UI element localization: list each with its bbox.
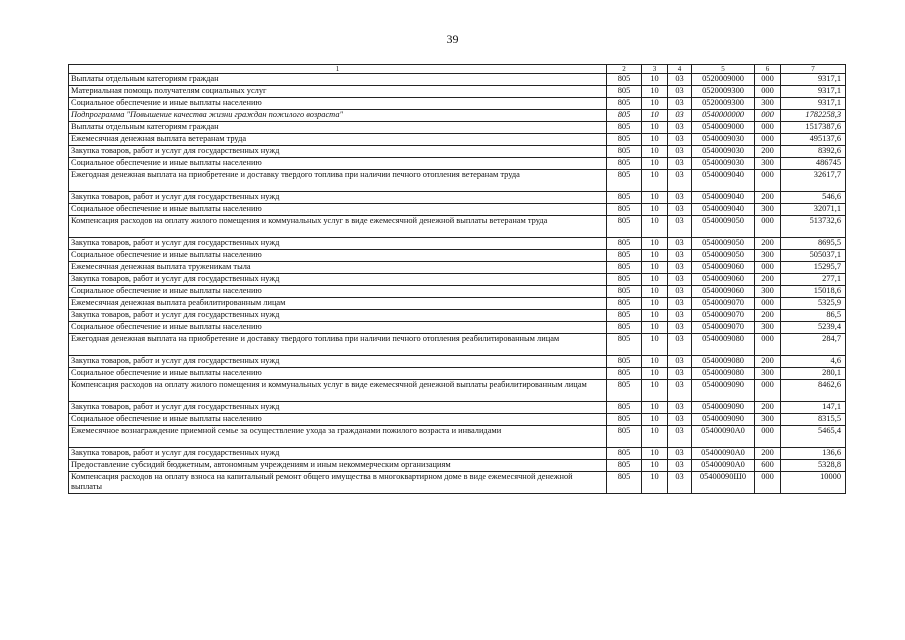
- cell-subsection: 03: [668, 380, 692, 402]
- cell-amount: 9317,1: [781, 74, 846, 86]
- cell-expense-type: 000: [755, 334, 781, 356]
- table-row: [69, 86, 846, 98]
- cell-subsection: 03: [668, 170, 692, 192]
- cell-expense-type: 000: [755, 298, 781, 310]
- cell-amount: 284,7: [781, 334, 846, 356]
- row-name: Материальная помощь получателям социальных услуг: [69, 86, 607, 98]
- cell-target-article: 0540009030: [692, 146, 755, 158]
- cell-amount: 8695,5: [781, 238, 846, 250]
- cell-expense-type: 200: [755, 146, 781, 158]
- row-name: Закупка товаров, работ и услуг для государственных нужд: [69, 192, 607, 204]
- table-row: [69, 472, 846, 494]
- cell-ved: 805: [607, 448, 642, 460]
- cell-expense-type: 300: [755, 204, 781, 216]
- cell-ved: 805: [607, 216, 642, 238]
- cell-section: 10: [642, 402, 668, 414]
- row-name: Социальное обеспечение и иные выплаты населению: [69, 98, 607, 110]
- table-row: [69, 448, 846, 460]
- cell-expense-type: 000: [755, 472, 781, 494]
- cell-subsection: 03: [668, 414, 692, 426]
- cell-subsection: 03: [668, 262, 692, 274]
- cell-amount: 486745: [781, 158, 846, 170]
- header-cell: 5: [692, 65, 755, 74]
- cell-ved: 805: [607, 472, 642, 494]
- row-name: Ежемесячная денежная выплата реабилитированным лицам: [69, 298, 607, 310]
- cell-amount: 1782258,3: [781, 110, 846, 122]
- cell-amount: 8392,6: [781, 146, 846, 158]
- row-name: Закупка товаров, работ и услуг для государственных нужд: [69, 238, 607, 250]
- cell-ved: 805: [607, 298, 642, 310]
- cell-ved: 805: [607, 322, 642, 334]
- header-cell: 3: [642, 65, 668, 74]
- table-row: [69, 426, 846, 448]
- cell-ved: 805: [607, 334, 642, 356]
- cell-ved: 805: [607, 250, 642, 262]
- cell-amount: 277,1: [781, 274, 846, 286]
- cell-section: 10: [642, 460, 668, 472]
- row-name: Социальное обеспечение и иные выплаты населению: [69, 250, 607, 262]
- table-row: [69, 368, 846, 380]
- cell-expense-type: 000: [755, 262, 781, 274]
- cell-section: 10: [642, 356, 668, 368]
- cell-subsection: 03: [668, 310, 692, 322]
- cell-section: 10: [642, 298, 668, 310]
- cell-target-article: 0540009040: [692, 170, 755, 192]
- row-name: Компенсация расходов на оплату жилого помещения и коммунальных услуг в виде ежемесячной денежной выплаты реабилитированным лицам: [69, 380, 607, 402]
- table-row: [69, 310, 846, 322]
- row-name: Закупка товаров, работ и услуг для государственных нужд: [69, 402, 607, 414]
- cell-section: 10: [642, 368, 668, 380]
- cell-expense-type: 300: [755, 322, 781, 334]
- header-cell: 7: [781, 65, 846, 74]
- cell-section: 10: [642, 250, 668, 262]
- row-name: Социальное обеспечение и иные выплаты населению: [69, 204, 607, 216]
- header-cell: 1: [69, 65, 607, 74]
- cell-target-article: 05400090А0: [692, 426, 755, 448]
- cell-target-article: 0540009050: [692, 250, 755, 262]
- cell-target-article: 05400090А0: [692, 448, 755, 460]
- cell-amount: 546,6: [781, 192, 846, 204]
- cell-amount: 1517387,6: [781, 122, 846, 134]
- table-row: [69, 204, 846, 216]
- row-name: Ежегодная денежная выплата на приобретение и доставку твердого топлива при наличии печного отопления реабилитированным лицам: [69, 334, 607, 356]
- cell-subsection: 03: [668, 134, 692, 146]
- cell-section: 10: [642, 86, 668, 98]
- cell-amount: 280,1: [781, 368, 846, 380]
- cell-amount: 495137,6: [781, 134, 846, 146]
- cell-ved: 805: [607, 356, 642, 368]
- table-row: [69, 192, 846, 204]
- cell-section: 10: [642, 334, 668, 356]
- cell-ved: 805: [607, 286, 642, 298]
- cell-subsection: 03: [668, 334, 692, 356]
- cell-ved: 805: [607, 310, 642, 322]
- cell-target-article: 0540009070: [692, 322, 755, 334]
- cell-ved: 805: [607, 170, 642, 192]
- cell-expense-type: 000: [755, 134, 781, 146]
- cell-target-article: 0540009090: [692, 402, 755, 414]
- cell-subsection: 03: [668, 322, 692, 334]
- cell-amount: 513732,6: [781, 216, 846, 238]
- cell-subsection: 03: [668, 402, 692, 414]
- cell-expense-type: 300: [755, 286, 781, 298]
- cell-section: 10: [642, 274, 668, 286]
- table-row: [69, 334, 846, 356]
- cell-subsection: 03: [668, 122, 692, 134]
- cell-section: 10: [642, 216, 668, 238]
- cell-ved: 805: [607, 380, 642, 402]
- row-name: Социальное обеспечение и иные выплаты населению: [69, 286, 607, 298]
- cell-subsection: 03: [668, 368, 692, 380]
- cell-amount: 10000: [781, 472, 846, 494]
- cell-expense-type: 000: [755, 380, 781, 402]
- cell-amount: 9317,1: [781, 98, 846, 110]
- table-row: [69, 98, 846, 110]
- cell-ved: 805: [607, 238, 642, 250]
- row-name: Подпрограмма "Повышение качества жизни граждан пожилого возраста": [69, 110, 607, 122]
- table-row: [69, 170, 846, 192]
- cell-target-article: 0540009080: [692, 334, 755, 356]
- row-name: Закупка товаров, работ и услуг для государственных нужд: [69, 448, 607, 460]
- cell-expense-type: 200: [755, 238, 781, 250]
- row-name: Ежемесячное вознаграждение приемной семье за осуществление ухода за гражданами пожилого возраста и инвалидами: [69, 426, 607, 448]
- cell-target-article: 0540009090: [692, 380, 755, 402]
- cell-section: 10: [642, 414, 668, 426]
- cell-ved: 805: [607, 262, 642, 274]
- cell-amount: 147,1: [781, 402, 846, 414]
- cell-expense-type: 000: [755, 86, 781, 98]
- cell-subsection: 03: [668, 74, 692, 86]
- cell-expense-type: 000: [755, 122, 781, 134]
- table-row: [69, 298, 846, 310]
- row-name: Ежемесячная денежная выплата труженикам тыла: [69, 262, 607, 274]
- cell-expense-type: 000: [755, 170, 781, 192]
- cell-expense-type: 300: [755, 414, 781, 426]
- cell-subsection: 03: [668, 238, 692, 250]
- cell-section: 10: [642, 122, 668, 134]
- cell-ved: 805: [607, 134, 642, 146]
- cell-target-article: 0540009060: [692, 286, 755, 298]
- cell-subsection: 03: [668, 472, 692, 494]
- row-name: Закупка товаров, работ и услуг для государственных нужд: [69, 310, 607, 322]
- cell-target-article: 0540009070: [692, 298, 755, 310]
- cell-ved: 805: [607, 402, 642, 414]
- cell-ved: 805: [607, 98, 642, 110]
- table-row: [69, 380, 846, 402]
- cell-amount: 32617,7: [781, 170, 846, 192]
- cell-target-article: 0540009060: [692, 274, 755, 286]
- cell-amount: 9317,1: [781, 86, 846, 98]
- cell-ved: 805: [607, 74, 642, 86]
- cell-expense-type: 000: [755, 426, 781, 448]
- cell-subsection: 03: [668, 192, 692, 204]
- cell-section: 10: [642, 192, 668, 204]
- table-row: [69, 110, 846, 122]
- cell-expense-type: 200: [755, 356, 781, 368]
- cell-subsection: 03: [668, 110, 692, 122]
- cell-section: 10: [642, 146, 668, 158]
- cell-expense-type: 000: [755, 110, 781, 122]
- table-row: [69, 158, 846, 170]
- cell-section: 10: [642, 380, 668, 402]
- cell-ved: 805: [607, 110, 642, 122]
- row-name: Ежемесячная денежная выплата ветеранам труда: [69, 134, 607, 146]
- cell-subsection: 03: [668, 356, 692, 368]
- cell-expense-type: 200: [755, 402, 781, 414]
- cell-amount: 4,6: [781, 356, 846, 368]
- cell-target-article: 0520009000: [692, 74, 755, 86]
- cell-subsection: 03: [668, 286, 692, 298]
- cell-expense-type: 200: [755, 274, 781, 286]
- cell-section: 10: [642, 322, 668, 334]
- cell-amount: 5465,4: [781, 426, 846, 448]
- row-name: Компенсация расходов на оплату взноса на капитальный ремонт общего имущества в многоквартирном доме в виде ежемесячной денежной выплаты: [69, 472, 607, 494]
- cell-section: 10: [642, 238, 668, 250]
- cell-target-article: 0540009050: [692, 216, 755, 238]
- cell-expense-type: 200: [755, 310, 781, 322]
- cell-ved: 805: [607, 146, 642, 158]
- table-header-row: [69, 65, 846, 74]
- cell-target-article: 0540009000: [692, 122, 755, 134]
- cell-section: 10: [642, 310, 668, 322]
- cell-section: 10: [642, 286, 668, 298]
- cell-target-article: 0540009090: [692, 414, 755, 426]
- cell-subsection: 03: [668, 146, 692, 158]
- table-row: [69, 262, 846, 274]
- cell-section: 10: [642, 110, 668, 122]
- row-name: Выплаты отдельным категориям граждан: [69, 122, 607, 134]
- cell-expense-type: 200: [755, 448, 781, 460]
- cell-ved: 805: [607, 414, 642, 426]
- table-row: [69, 286, 846, 298]
- cell-expense-type: 300: [755, 98, 781, 110]
- cell-subsection: 03: [668, 250, 692, 262]
- row-name: Закупка товаров, работ и услуг для государственных нужд: [69, 274, 607, 286]
- cell-subsection: 03: [668, 158, 692, 170]
- cell-section: 10: [642, 262, 668, 274]
- cell-target-article: 0540009040: [692, 204, 755, 216]
- cell-target-article: 0540009080: [692, 368, 755, 380]
- cell-ved: 805: [607, 368, 642, 380]
- page-number: 39: [446, 32, 459, 46]
- cell-subsection: 03: [668, 448, 692, 460]
- cell-amount: 8462,6: [781, 380, 846, 402]
- cell-section: 10: [642, 134, 668, 146]
- cell-amount: 505037,1: [781, 250, 846, 262]
- cell-amount: 5239,4: [781, 322, 846, 334]
- cell-target-article: 0540009030: [692, 134, 755, 146]
- table-row: [69, 274, 846, 286]
- row-name: Социальное обеспечение и иные выплаты населению: [69, 322, 607, 334]
- budget-table: [68, 64, 846, 494]
- cell-expense-type: 600: [755, 460, 781, 472]
- table-row: [69, 356, 846, 368]
- cell-expense-type: 200: [755, 192, 781, 204]
- cell-target-article: 0540009030: [692, 158, 755, 170]
- cell-section: 10: [642, 98, 668, 110]
- cell-expense-type: 000: [755, 216, 781, 238]
- cell-amount: 15295,7: [781, 262, 846, 274]
- cell-subsection: 03: [668, 298, 692, 310]
- cell-target-article: 0520009300: [692, 98, 755, 110]
- cell-ved: 805: [607, 274, 642, 286]
- table-row: [69, 322, 846, 334]
- cell-target-article: 0540009060: [692, 262, 755, 274]
- cell-amount: 136,6: [781, 448, 846, 460]
- header-cell: 6: [755, 65, 781, 74]
- cell-target-article: 0540009070: [692, 310, 755, 322]
- row-name: Закупка товаров, работ и услуг для государственных нужд: [69, 356, 607, 368]
- cell-target-article: 0540009080: [692, 356, 755, 368]
- cell-ved: 805: [607, 192, 642, 204]
- table-row: [69, 250, 846, 262]
- cell-subsection: 03: [668, 98, 692, 110]
- cell-target-article: 05400090А0: [692, 460, 755, 472]
- cell-target-article: 0520009300: [692, 86, 755, 98]
- row-name: Ежегодная денежная выплата на приобретение и доставку твердого топлива при наличии печного отопления ветеранам труда: [69, 170, 607, 192]
- table-row: [69, 402, 846, 414]
- cell-subsection: 03: [668, 86, 692, 98]
- table-row: [69, 216, 846, 238]
- cell-ved: 805: [607, 204, 642, 216]
- table-row: [69, 134, 846, 146]
- cell-ved: 805: [607, 460, 642, 472]
- cell-section: 10: [642, 158, 668, 170]
- row-name: Социальное обеспечение и иные выплаты населению: [69, 414, 607, 426]
- cell-expense-type: 000: [755, 74, 781, 86]
- table-row: [69, 414, 846, 426]
- cell-section: 10: [642, 472, 668, 494]
- cell-amount: 5325,9: [781, 298, 846, 310]
- cell-subsection: 03: [668, 204, 692, 216]
- cell-ved: 805: [607, 158, 642, 170]
- cell-ved: 805: [607, 426, 642, 448]
- cell-subsection: 03: [668, 460, 692, 472]
- cell-target-article: 0540009040: [692, 192, 755, 204]
- header-cell: 2: [607, 65, 642, 74]
- cell-subsection: 03: [668, 426, 692, 448]
- cell-section: 10: [642, 204, 668, 216]
- cell-amount: 32071,1: [781, 204, 846, 216]
- table-row: [69, 238, 846, 250]
- cell-expense-type: 300: [755, 158, 781, 170]
- cell-amount: 86,5: [781, 310, 846, 322]
- cell-section: 10: [642, 426, 668, 448]
- cell-target-article: 0540009050: [692, 238, 755, 250]
- cell-ved: 805: [607, 86, 642, 98]
- row-name: Компенсация расходов на оплату жилого помещения и коммунальных услуг в виде ежемесячной денежной выплаты ветеранам труда: [69, 216, 607, 238]
- row-name: Социальное обеспечение и иные выплаты населению: [69, 158, 607, 170]
- table-row: [69, 122, 846, 134]
- cell-amount: 5328,8: [781, 460, 846, 472]
- cell-section: 10: [642, 448, 668, 460]
- row-name: Социальное обеспечение и иные выплаты населению: [69, 368, 607, 380]
- table-row: [69, 74, 846, 86]
- row-name: Закупка товаров, работ и услуг для государственных нужд: [69, 146, 607, 158]
- table-row: [69, 460, 846, 472]
- cell-target-article: 05400090Ш0: [692, 472, 755, 494]
- header-cell: 4: [668, 65, 692, 74]
- row-name: Предоставление субсидий бюджетным, автономным учреждениям и иным некоммерческим организациям: [69, 460, 607, 472]
- row-name: Выплаты отдельным категориям граждан: [69, 74, 607, 86]
- cell-amount: 8315,5: [781, 414, 846, 426]
- cell-target-article: 0540000000: [692, 110, 755, 122]
- cell-ved: 805: [607, 122, 642, 134]
- cell-subsection: 03: [668, 216, 692, 238]
- table-row: [69, 146, 846, 158]
- cell-subsection: 03: [668, 274, 692, 286]
- cell-amount: 15018,6: [781, 286, 846, 298]
- cell-section: 10: [642, 170, 668, 192]
- cell-section: 10: [642, 74, 668, 86]
- cell-expense-type: 300: [755, 250, 781, 262]
- cell-expense-type: 300: [755, 368, 781, 380]
